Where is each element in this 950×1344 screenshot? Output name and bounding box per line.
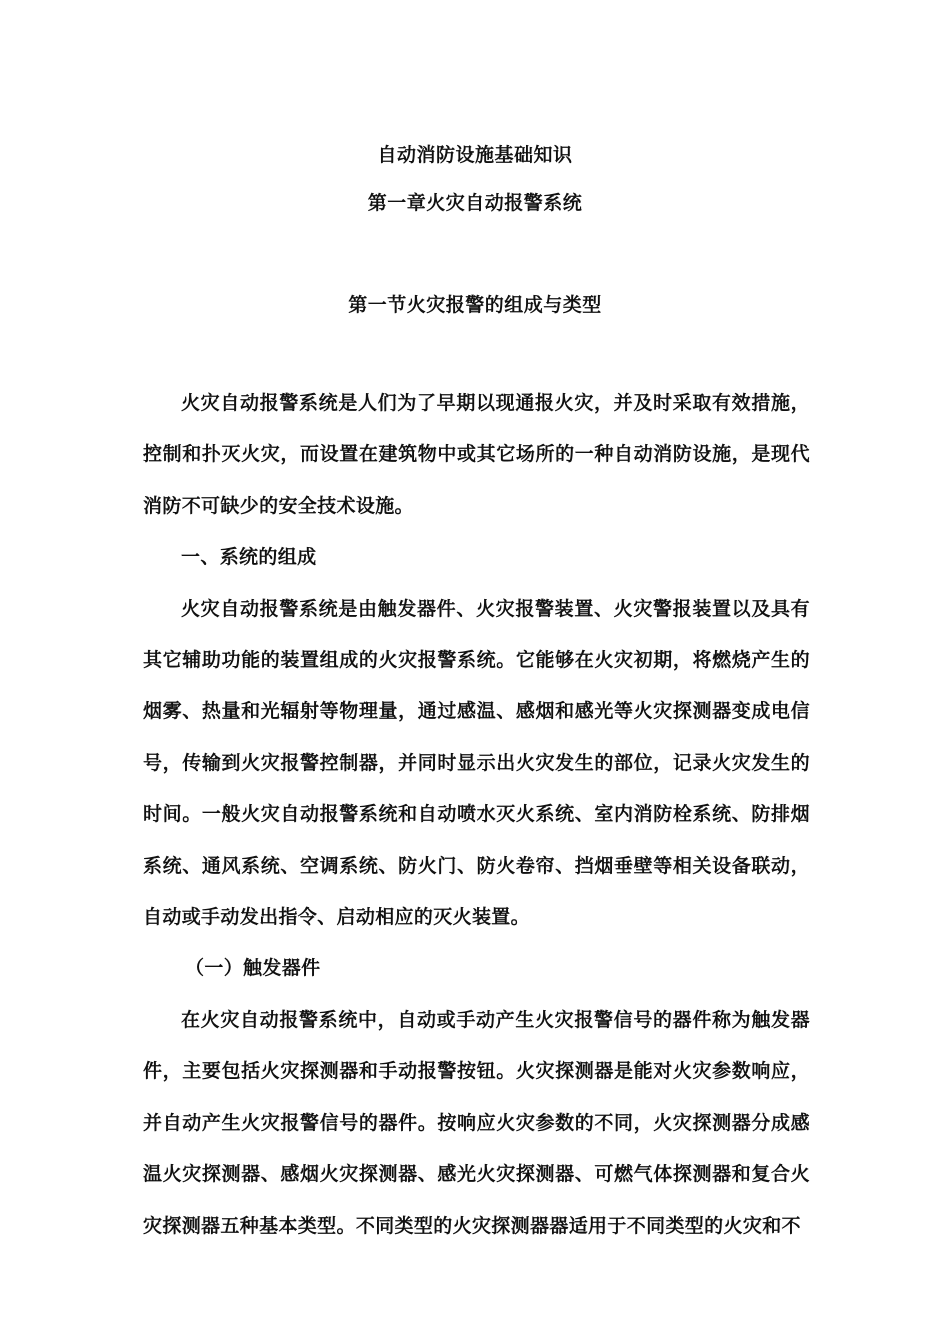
document-body bbox=[143, 378, 810, 1252]
document-title: 自动消防设施基础知识 bbox=[377, 144, 573, 166]
paragraph-composition: 火灾自动报警系统是由触发器件、火灾报警装置、火灾警报装置以及具有其它辅助功能的装置组成的火灾报警系统。它能够在火灾初期，将燃烧产生的烟雾、热量和光辐射等物理量，通过感温、感烟和感光等火灾探测器变成电信号，传输到火灾报警控制器，并同时显示出火灾发生的部位，记录火灾发生的时间。一般火灾自动报警系统和自动喷水灭火系统、室内消防栓系统、防排烟系统、通风系统、空调系统、防火门、防火卷帘、挡烟垂壁等相关设备联动，自动或手动发出指令、启动相应的灭火装置。 bbox=[143, 597, 810, 929]
paragraph-trigger-devices: 在火灾自动报警系统中，自动或手动产生火灾报警信号的器件称为触发器件，主要包括火灾探测器和手动报警按钮。火灾探测器是能对火灾参数响应，并自动产生火灾报警信号的器件。按响应火灾参数的不同，火灾探测器分成感温火灾探测器、感烟火灾探测器、感光火灾探测器、可燃气体探测器和复合火灾探测器五种基本类型。不同类型的火灾探测器器适用于不同类型的火灾和不 bbox=[143, 1008, 810, 1237]
chapter-title: 第一章火灾自动报警系统 bbox=[367, 192, 583, 214]
paragraph-intro: 火灾自动报警系统是人们为了早期以现通报火灾，并及时采取有效措施，控制和扑灭火灾，而设置在建筑物中或其它场所的一种自动消防设施，是现代消防不可缺少的安全技术设施。 bbox=[143, 392, 810, 517]
section-title: 第一节火灾报警的组成与类型 bbox=[348, 294, 602, 316]
heading-system-composition: 一、系统的组成 bbox=[181, 546, 317, 569]
heading-trigger-devices: （一）触发器件 bbox=[185, 957, 321, 980]
